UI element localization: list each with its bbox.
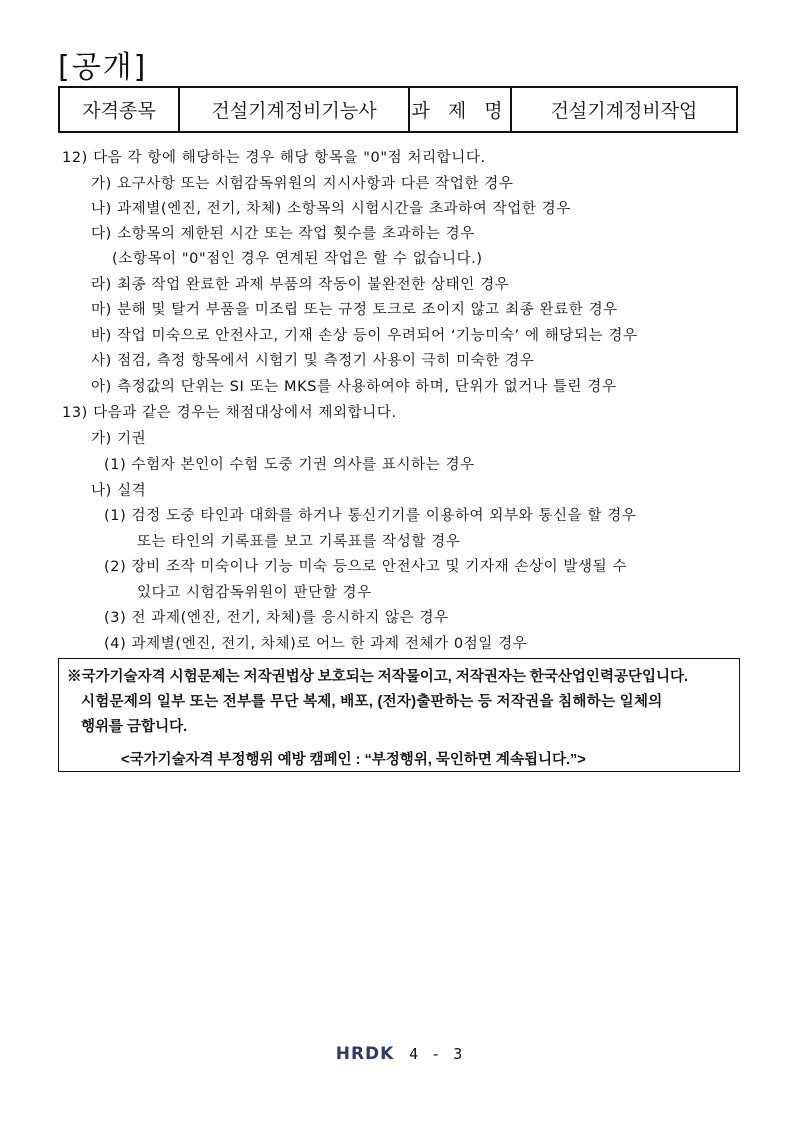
copyright-line: 시험문제의 일부 또는 전부를 무단 복제, 배포, (전자)출판하는 등 저작권을 침해하는 일체의 bbox=[81, 694, 663, 710]
rule-13-heading: 13) 다음과 같은 경우는 채점대상에서 제외합니다. bbox=[62, 405, 397, 421]
rule-13-subitem: (1) 수험자 본인이 수험 도중 기권 의사를 표시하는 경우 bbox=[104, 457, 475, 473]
rule-13-item: 가) 기권 bbox=[91, 431, 147, 447]
copyright-line: ※국가기술자격 시험문제는 저작권법상 보호되는 저작물이고, 저작권자는 한국산업인력공단입니다. bbox=[67, 669, 689, 685]
task-label: 과 제 명 bbox=[409, 87, 511, 132]
page-footer bbox=[0, 1044, 800, 1064]
rule-12-note: (소항목이 "0"점인 경우 연계된 작업은 할 수 없습니다.) bbox=[112, 251, 483, 267]
rule-12-item: 가) 요구사항 또는 시험감독위원의 지시사항과 다른 작업한 경우 bbox=[91, 176, 514, 192]
rule-12-item: 나) 과제별(엔진, 전기, 차체) 소항목의 시험시간을 초과하여 작업한 경우 bbox=[91, 201, 571, 217]
rule-13-subitem: (3) 전 과제(엔진, 전기, 차체)를 응시하지 않은 경우 bbox=[104, 610, 449, 626]
rule-13-subitem-cont: 있다고 시험감독위원이 판단할 경우 bbox=[137, 585, 372, 601]
rule-13-item: 나) 실격 bbox=[91, 483, 147, 499]
copyright-line: 행위를 금합니다. bbox=[81, 719, 188, 735]
rule-13-subitem-cont: 또는 타인의 기록표를 보고 기록표를 작성할 경우 bbox=[137, 534, 461, 550]
rule-12-item: 마) 분해 및 탈거 부품을 미조립 또는 규정 토크로 조이지 않고 최종 완료한 경우 bbox=[91, 302, 618, 318]
rule-12-item: 사) 점검, 측정 항목에서 시험기 및 측정기 사용이 극히 미숙한 경우 bbox=[91, 353, 535, 369]
copyright-notice-box bbox=[58, 658, 740, 772]
rule-13-subitem: (2) 장비 조작 미숙이나 기능 미숙 등으로 안전사고 및 기자재 손상이 발생될 수 bbox=[104, 559, 628, 575]
public-tag: [공개] bbox=[58, 50, 148, 85]
rule-12-item: 바) 작업 미숙으로 안전사고, 기재 손상 등이 우려되어 ‘기능미숙’ 에 해당되는 경우 bbox=[91, 328, 638, 344]
qualification-value: 건설기계정비기능사 bbox=[179, 87, 409, 132]
rule-13-subitem: (1) 검정 도중 타인과 대화를 하거나 통신기기를 이용하여 외부와 통신을 할 경우 bbox=[104, 508, 637, 524]
qualification-label: 자격종목 bbox=[59, 87, 179, 132]
exam-info-table bbox=[58, 86, 738, 133]
rule-12-heading: 12) 다음 각 항에 해당하는 경우 해당 항목을 "0"점 처리합니다. bbox=[62, 150, 486, 166]
campaign-slogan: <국가기술자격 부정행위 예방 캠페인 : “부정행위, 묵인하면 계속됩니다.”> bbox=[121, 752, 586, 768]
rule-12-item: 라) 최종 작업 완료한 과제 부품의 작동이 불완전한 상태인 경우 bbox=[91, 277, 510, 293]
rule-12-item: 다) 소항목의 제한된 시간 또는 작업 횟수를 초과하는 경우 bbox=[91, 226, 475, 242]
page-number: 4 - 3 bbox=[409, 1045, 465, 1063]
hrdk-logo: HRDK bbox=[335, 1044, 395, 1064]
rule-13-subitem: (4) 과제별(엔진, 전기, 차체)로 어느 한 과제 전체가 0점일 경우 bbox=[104, 636, 528, 652]
rule-12-item: 아) 측정값의 단위는 SI 또는 MKS를 사용하여야 하며, 단위가 없거나 틀린 경우 bbox=[91, 379, 617, 395]
task-value: 건설기계정비작업 bbox=[511, 87, 737, 132]
